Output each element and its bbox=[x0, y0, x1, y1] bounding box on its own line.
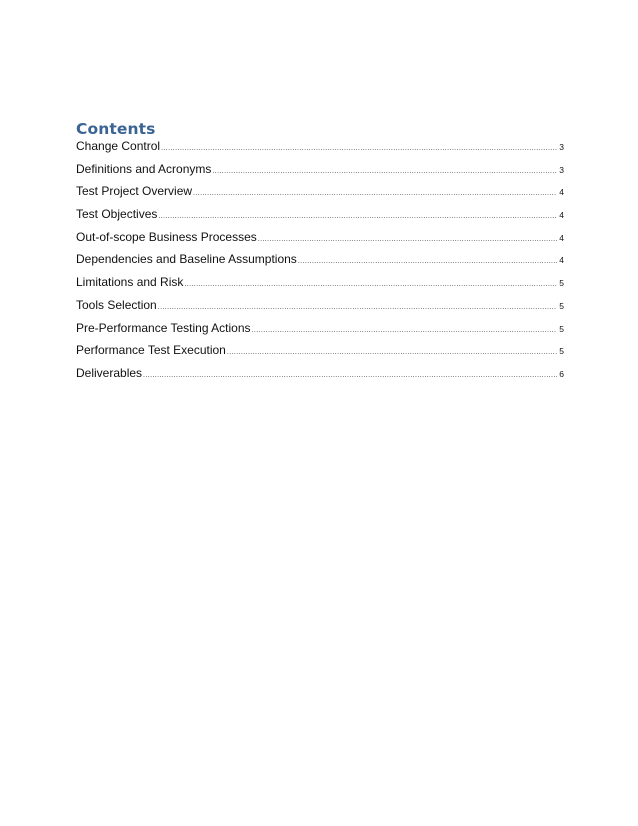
toc-entry-title[interactable]: Pre-Performance Testing Actions bbox=[76, 320, 251, 335]
toc-entry-page[interactable]: 4 bbox=[559, 232, 564, 243]
toc-entry-change-control[interactable] bbox=[76, 139, 564, 162]
toc-entry-title[interactable]: Test Project Overview bbox=[76, 184, 193, 199]
toc-dot-leader bbox=[258, 236, 557, 243]
toc-dot-leader bbox=[158, 213, 557, 220]
toc-dot-leader bbox=[212, 168, 557, 175]
toc-entry-title[interactable]: Limitations and Risk bbox=[76, 275, 184, 290]
toc-entry-page[interactable]: 3 bbox=[559, 164, 564, 175]
toc-entry-page[interactable]: 6 bbox=[559, 368, 564, 379]
toc-entry-page[interactable]: 4 bbox=[559, 187, 564, 198]
toc-dot-leader bbox=[193, 190, 557, 197]
toc-entry-title[interactable]: Definitions and Acronyms bbox=[76, 161, 212, 176]
toc-entry-title[interactable]: Test Objectives bbox=[76, 207, 158, 222]
toc-entry-title[interactable]: Deliverables bbox=[76, 365, 143, 380]
toc-entry-test-objectives[interactable] bbox=[76, 207, 564, 230]
toc-dot-leader bbox=[143, 372, 557, 379]
toc-entry-title[interactable]: Performance Test Execution bbox=[76, 343, 226, 358]
toc-entry-tools-selection[interactable] bbox=[76, 298, 564, 321]
toc-entry-definitions-and-acronyms[interactable] bbox=[76, 162, 564, 185]
toc-entry-limitations-and-risk[interactable] bbox=[76, 275, 564, 298]
toc-entry-title[interactable]: Out-of-scope Business Processes bbox=[76, 229, 257, 244]
toc-heading: Contents bbox=[76, 120, 156, 138]
toc-dot-leader bbox=[158, 304, 557, 311]
toc-entry-page[interactable]: 4 bbox=[559, 210, 564, 221]
table-of-contents bbox=[76, 119, 564, 389]
toc-entry-deliverables[interactable] bbox=[76, 366, 564, 389]
toc-entry-title[interactable]: Dependencies and Baseline Assumptions bbox=[76, 252, 297, 267]
toc-entry-page[interactable]: 5 bbox=[559, 346, 564, 357]
toc-entry-page[interactable]: 3 bbox=[559, 142, 564, 152]
toc-entry-page[interactable]: 5 bbox=[559, 300, 564, 311]
toc-entry-performance-test-execution[interactable] bbox=[76, 343, 564, 366]
toc-dot-leader bbox=[252, 327, 557, 334]
toc-list bbox=[76, 139, 564, 389]
toc-entry-page[interactable]: 5 bbox=[559, 278, 564, 289]
toc-dot-leader bbox=[227, 349, 557, 356]
toc-dot-leader bbox=[298, 258, 557, 265]
toc-entry-pre-performance-testing-actions[interactable] bbox=[76, 321, 564, 344]
toc-entry-out-of-scope-business-processes[interactable] bbox=[76, 230, 564, 253]
toc-entry-title[interactable]: Tools Selection bbox=[76, 297, 157, 312]
toc-entry-dependencies-and-baseline-assumptions[interactable] bbox=[76, 252, 564, 275]
toc-entry-test-project-overview[interactable] bbox=[76, 184, 564, 207]
toc-entry-title[interactable]: Change Control bbox=[76, 139, 161, 153]
toc-dot-leader bbox=[161, 145, 557, 152]
toc-dot-leader bbox=[184, 281, 557, 288]
toc-entry-page[interactable]: 5 bbox=[559, 323, 564, 334]
toc-entry-page[interactable]: 4 bbox=[559, 255, 564, 266]
